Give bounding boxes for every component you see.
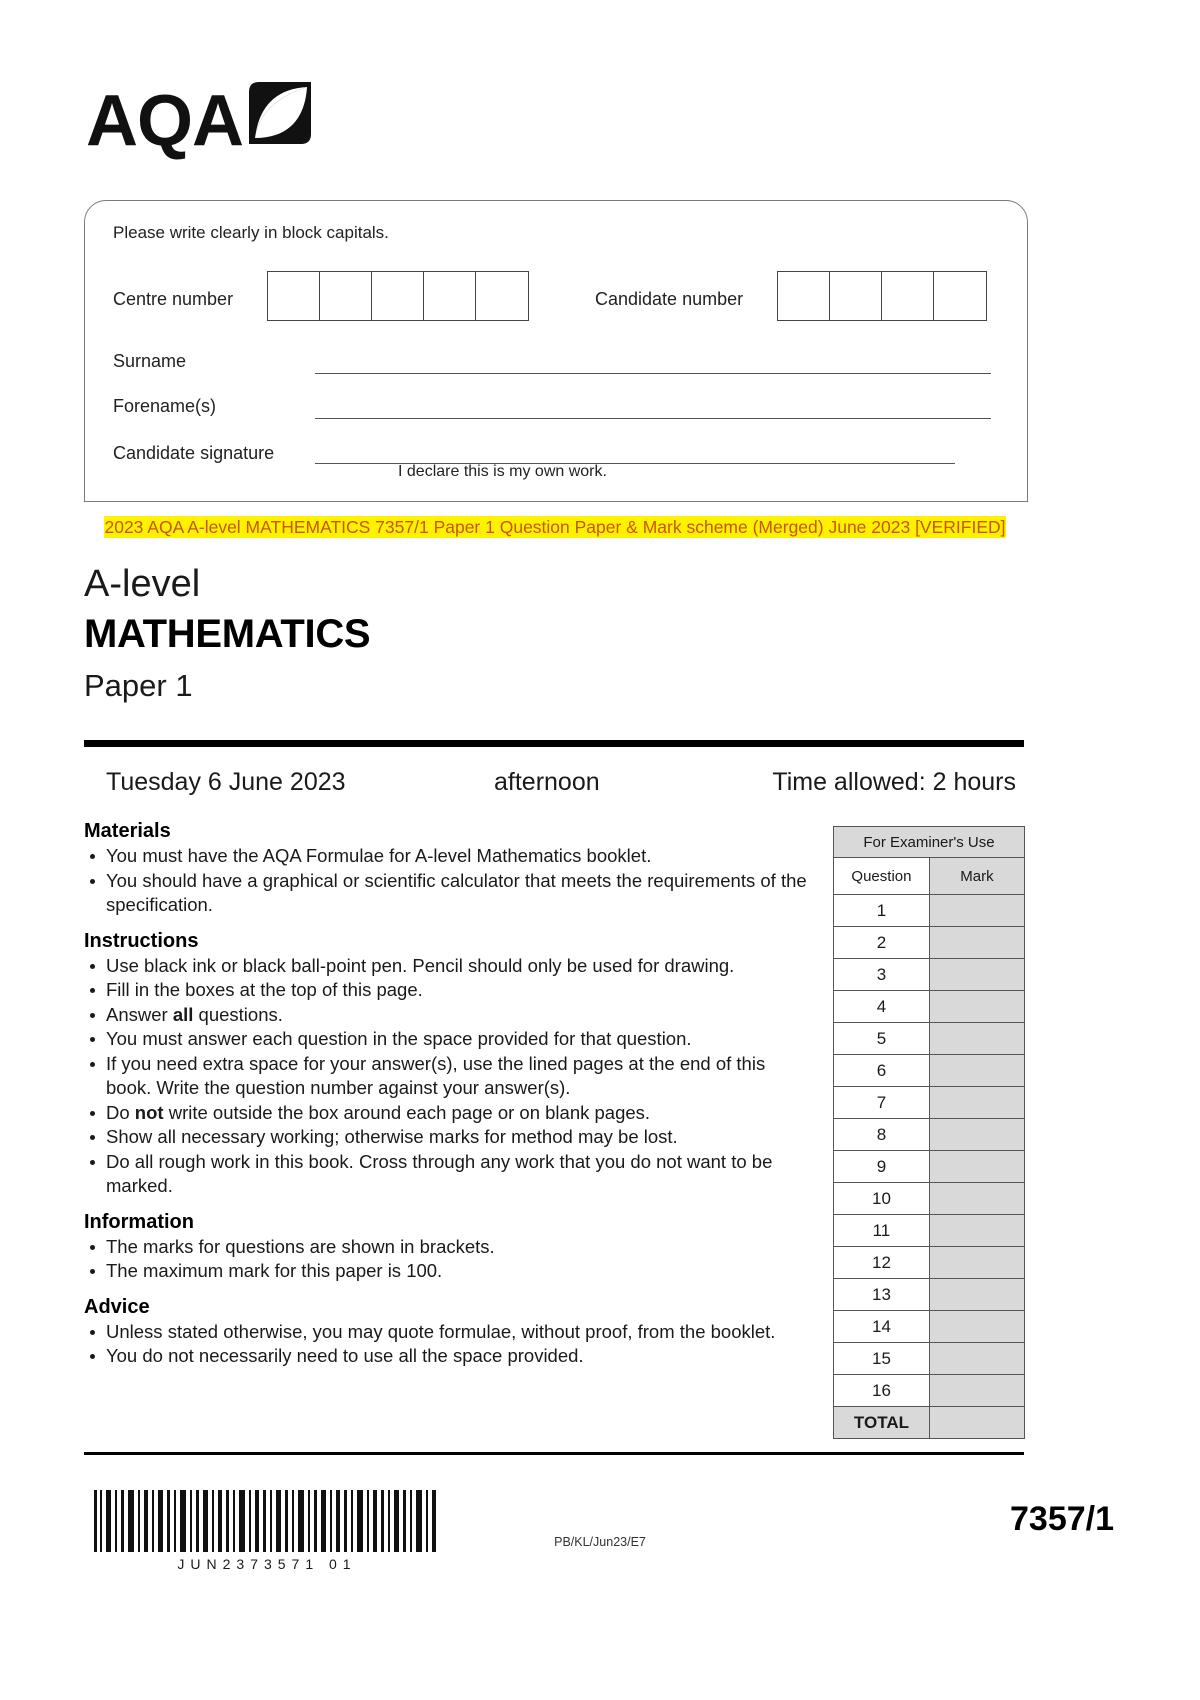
table-row [834, 1023, 1025, 1055]
top-divider [84, 740, 1024, 747]
list-item: You do not necessarily need to use all the space provided. [84, 1344, 814, 1369]
mark-cell[interactable] [929, 1311, 1024, 1343]
exam-session: afternoon [494, 768, 600, 796]
section-heading: Advice [84, 1295, 150, 1318]
col-header-mark: Mark [929, 858, 1024, 895]
table-row [834, 1407, 1025, 1439]
time-allowed: Time allowed: 2 hours [772, 768, 1016, 796]
candidate-number-cell[interactable] [778, 272, 830, 320]
question-number: 10 [834, 1183, 930, 1215]
list-item: The maximum mark for this paper is 100. [84, 1259, 814, 1284]
bottom-divider [84, 1452, 1024, 1455]
section-instructions [84, 930, 814, 1199]
block-capitals-note: Please write clearly in block capitals. [113, 223, 389, 242]
paper-number: Paper 1 [84, 668, 193, 703]
col-header-question: Question [834, 858, 930, 895]
question-number: 16 [834, 1375, 930, 1407]
qualification-level: A-level [84, 563, 201, 605]
aqa-wordmark: AQA [86, 81, 243, 161]
table-row [834, 1087, 1025, 1119]
table-row [834, 1343, 1025, 1375]
page-title: MATHEMATICS [84, 612, 371, 656]
question-number: 8 [834, 1119, 930, 1151]
list-item: The marks for questions are shown in brackets. [84, 1235, 814, 1260]
mark-cell[interactable] [929, 1215, 1024, 1247]
list-item: Do all rough work in this book. Cross through any work that you do not want to be marked. [84, 1150, 814, 1199]
question-number: 14 [834, 1311, 930, 1343]
table-row [834, 959, 1025, 991]
mark-cell[interactable] [929, 959, 1024, 991]
table-row [834, 1215, 1025, 1247]
table-row [834, 991, 1025, 1023]
question-number: 1 [834, 895, 930, 927]
total-mark-cell[interactable] [929, 1407, 1024, 1439]
section-materials [84, 820, 814, 918]
mark-cell[interactable] [929, 1119, 1024, 1151]
mark-cell[interactable] [929, 1151, 1024, 1183]
centre-number-label: Centre number [113, 289, 234, 309]
mark-cell[interactable] [929, 991, 1024, 1023]
exam-info-row [84, 768, 1024, 808]
list-item: Show all necessary working; otherwise marks for method may be lost. [84, 1125, 814, 1150]
mark-cell[interactable] [929, 1023, 1024, 1055]
print-code: PB/KL/Jun23/E7 [554, 1535, 646, 1549]
instructions-list [84, 954, 814, 1199]
table-row [834, 1183, 1025, 1215]
list-item: Answer all questions. [84, 1003, 814, 1028]
mark-cell[interactable] [929, 1055, 1024, 1087]
information-list [84, 1235, 814, 1284]
examiner-table-body [834, 827, 1025, 1439]
paper-code: 7357/1 [1010, 1500, 1114, 1538]
centre-number-cell[interactable] [268, 272, 320, 320]
section-heading: Instructions [84, 929, 199, 952]
table-row [834, 1247, 1025, 1279]
mark-cell[interactable] [929, 1183, 1024, 1215]
mark-cell[interactable] [929, 927, 1024, 959]
table-row [834, 858, 1025, 895]
materials-list [84, 844, 814, 918]
examiner-marks-table [833, 826, 1025, 1439]
list-item: If you need extra space for your answer(s), use the lined pages at the end of this book. Write the question number against your answer(s). [84, 1052, 814, 1101]
candidate-number-label: Candidate number [595, 289, 744, 309]
centre-number-cell[interactable] [372, 272, 424, 320]
question-number: 7 [834, 1087, 930, 1119]
candidate-number-input[interactable] [777, 271, 987, 321]
centre-number-cell[interactable] [320, 272, 372, 320]
question-number: 5 [834, 1023, 930, 1055]
table-row [834, 1151, 1025, 1183]
list-item: You should have a graphical or scientific calculator that meets the requirements of the specification. [84, 869, 814, 918]
forenames-field[interactable] [315, 418, 991, 419]
section-advice [84, 1296, 814, 1369]
table-row [834, 1119, 1025, 1151]
candidate-number-cell[interactable] [934, 272, 986, 320]
table-row [834, 1055, 1025, 1087]
forenames-label: Forename(s) [113, 396, 217, 416]
question-number: 13 [834, 1279, 930, 1311]
section-information [84, 1211, 814, 1284]
mark-cell[interactable] [929, 895, 1024, 927]
question-number: 6 [834, 1055, 930, 1087]
table-row [834, 1375, 1025, 1407]
candidate-number-cell[interactable] [882, 272, 934, 320]
table-row [834, 1311, 1025, 1343]
document-title-banner [100, 515, 1010, 539]
list-item: You must have the AQA Formulae for A-level Mathematics booklet. [84, 844, 814, 869]
exam-date: Tuesday 6 June 2023 [106, 768, 346, 796]
section-heading: Information [84, 1210, 194, 1233]
list-item: Unless stated otherwise, you may quote formulae, without proof, from the booklet. [84, 1320, 814, 1345]
barcode-digits: JUN2373571 01 [177, 1556, 357, 1572]
table-row [834, 927, 1025, 959]
banner-text: 2023 AQA A-level MATHEMATICS 7357/1 Paper 1 Question Paper & Mark scheme (Merged) June 2023 [VERIFIED] [104, 517, 1006, 537]
list-item: Use black ink or black ball-point pen. Pencil should only be used for drawing. [84, 954, 814, 979]
mark-cell[interactable] [929, 1279, 1024, 1311]
mark-cell[interactable] [929, 1343, 1024, 1375]
list-item: Do not write outside the box around each page or on blank pages. [84, 1101, 814, 1126]
aqa-logo [86, 78, 311, 164]
question-number: 2 [834, 927, 930, 959]
table-row [834, 895, 1025, 927]
advice-list [84, 1320, 814, 1369]
question-number: 15 [834, 1343, 930, 1375]
table-row [834, 827, 1025, 858]
question-number: 9 [834, 1151, 930, 1183]
surname-label: Surname [113, 351, 187, 371]
table-row [834, 1279, 1025, 1311]
examiner-table-title: For Examiner's Use [834, 827, 1025, 858]
mark-cell[interactable] [929, 1247, 1024, 1279]
list-item: You must answer each question in the space provided for that question. [84, 1027, 814, 1052]
surname-field[interactable] [315, 373, 991, 374]
leaf-mark-icon [249, 82, 311, 144]
candidate-details-box [84, 200, 1028, 502]
question-number: 3 [834, 959, 930, 991]
instructions-column [84, 820, 814, 1369]
section-heading: Materials [84, 820, 171, 842]
centre-number-input[interactable] [267, 271, 529, 321]
centre-number-cell[interactable] [476, 272, 528, 320]
candidate-signature-label: Candidate signature [113, 443, 275, 463]
total-label: TOTAL [834, 1407, 930, 1439]
mark-cell[interactable] [929, 1087, 1024, 1119]
question-number: 4 [834, 991, 930, 1023]
question-number: 12 [834, 1247, 930, 1279]
list-item: Fill in the boxes at the top of this page. [84, 978, 814, 1003]
declaration-text: I declare this is my own work. [398, 463, 607, 480]
centre-number-cell[interactable] [424, 272, 476, 320]
question-number: 11 [834, 1215, 930, 1247]
candidate-number-cell[interactable] [830, 272, 882, 320]
mark-cell[interactable] [929, 1375, 1024, 1407]
